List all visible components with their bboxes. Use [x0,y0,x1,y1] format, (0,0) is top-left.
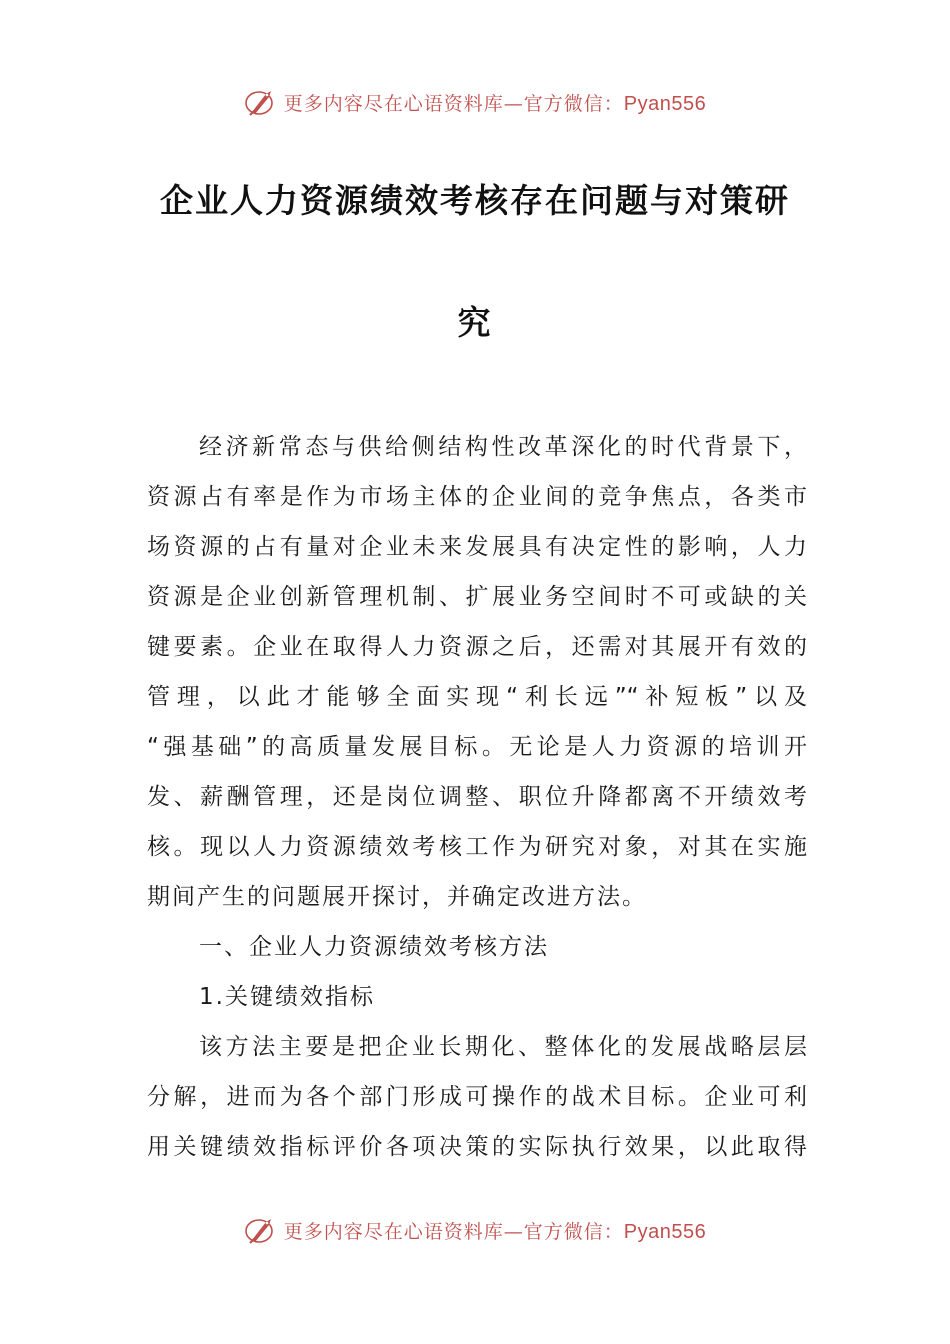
paragraph-2-line: 该方法主要是把企业长期化、整体化的发展战略层层 [199,1034,807,1060]
watermark-label: 更多内容尽在心语资料库—官方微信： [283,1220,624,1243]
paragraph-1-line: 核。现以人力资源绩效考核工作为研究对象，对其在实施 [147,834,807,860]
paragraph-1-line: 期间产生的问题展开探讨，并确定改进方法。 [147,884,647,910]
document-title-line-2: 究 [457,303,493,342]
paragraph-2-line: 分解，进而为各个部门形成可操作的战术目标。企业可利 [147,1084,807,1110]
watermark-footer [0,1210,950,1250]
paragraph-1-line: 资源占有率是作为市场主体的企业间的竞争焦点，各类市 [147,484,807,510]
paragraph-1-line: 场资源的占有量对企业未来发展具有决定性的影响，人力 [147,534,807,560]
paragraph-1-line: 管理，以此才能够全面实现“利长远”“补短板”以及 [147,684,807,710]
paragraph-1-line: 资源是企业创新管理机制、扩展业务空间时不可或缺的关 [147,584,807,610]
paragraph-1-line: 经济新常态与供给侧结构性改革深化的时代背景下， [199,434,807,460]
watermark-wechat-id: Pyan556 [623,92,707,115]
watermark-text [284,89,706,116]
watermark-text [284,1217,706,1244]
document-title-line-1: 企业人力资源绩效考核存在问题与对策研 [160,181,790,220]
paragraph-1-line: 键要素。企业在取得人力资源之后，还需对其展开有效的 [147,634,807,660]
watermark-wechat-id: Pyan556 [623,1220,707,1243]
paragraph-1-line: 发、薪酬管理，还是岗位调整、职位升降都离不开绩效考 [147,784,807,810]
pen-nib-logo-icon [244,1213,278,1247]
paragraph-1-line: “强基础”的高质量发展目标。无论是人力资源的培训开 [147,734,807,760]
watermark-header [0,82,950,122]
section-heading: 一、企业人力资源绩效考核方法 [199,934,549,960]
pen-nib-logo-icon [244,85,278,119]
watermark-label: 更多内容尽在心语资料库—官方微信： [283,92,624,115]
document-body [147,422,807,1172]
paragraph-2-line: 用关键绩效指标评价各项决策的实际执行效果，以此取得 [147,1134,807,1160]
subsection-heading: 1.关键绩效指标 [199,984,375,1010]
